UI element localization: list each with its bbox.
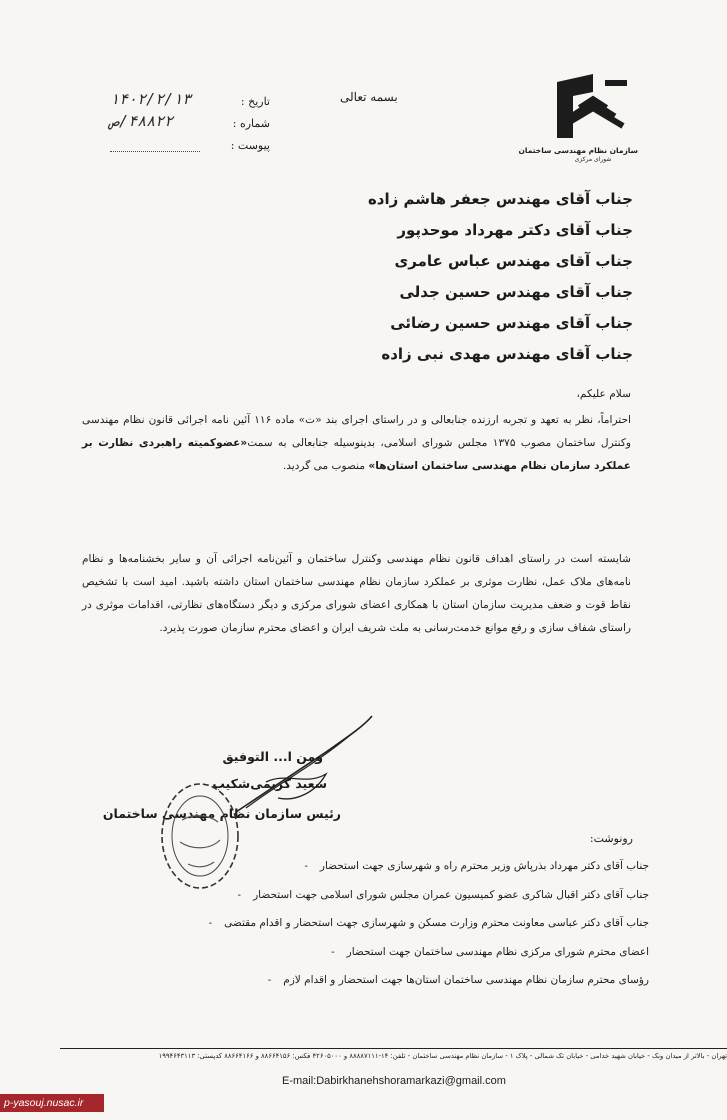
copy-recipient: جناب آقای دکتر عباسی معاونت محترم وزارت مسکن و شهرسازی جهت استحضار و اقدام مقتضی - xyxy=(89,909,649,938)
date-label: تاریخ : xyxy=(240,95,270,108)
copy-recipient: جناب آقای دکتر مهرداد بذرپاش وزیر محترم راه و شهرسازی جهت استحضار - xyxy=(89,852,649,881)
org-logo-icon xyxy=(553,72,633,144)
closing-phrase: ومن ا... التوفیق xyxy=(222,749,323,764)
addressee-list xyxy=(173,184,633,370)
number-value: ۴۸۸۲۲/ص xyxy=(110,112,174,130)
addressee: جناب آقای مهندس جعفر هاشم زاده xyxy=(367,190,633,208)
basmala: بسمه تعالی xyxy=(340,90,398,104)
footer-divider xyxy=(60,1048,727,1049)
footer-address: تهران - بالاتر از میدان ونک - خیابان شهید خدامی - خیابان تک شمالی - پلاک ۱ - سازمان نظام مهندسی ساختمان - تلفن: ۱۴-۸۸۸۸۷۱۱۱ و ۴۲۶۰۵۰۰۰ فکس: ۸۸۶۶۴۱۵۶ و ۸۸۶۶۴۱۶۶ کدپستی: ۱۹۹۴۶۴۳۱۱۳ xyxy=(158,1052,727,1060)
addressee: جناب آقای مهندس عباس عامری xyxy=(394,252,633,270)
addressee: جناب آقای مهندس مهدی نبی زاده xyxy=(381,345,633,363)
copy-recipient: اعضای محترم شورای مرکزی نظام مهندسی ساختمان جهت استحضار - xyxy=(89,938,649,967)
attachment-label: پیوست : xyxy=(230,139,270,152)
copy-recipient: رؤسای محترم سازمان نظام مهندسی ساختمان استان‌ها جهت استحضار و اقدام لازم - xyxy=(89,966,649,995)
site-watermark: p-yasouj.nusac.ir xyxy=(0,1094,104,1112)
signer-name: سعید کریمی‌شکیب xyxy=(212,776,327,791)
org-name: سازمان نظام مهندسی ساختمان xyxy=(518,146,638,155)
addressee: جناب آقای مهندس حسین جدلی xyxy=(399,283,633,301)
number-label: شماره : xyxy=(232,117,270,130)
org-subtitle: شورای مرکزی xyxy=(574,156,612,163)
addressee: جناب آقای مهندس حسین رضائی xyxy=(390,314,633,332)
attachment-blank xyxy=(110,141,200,152)
paragraph-1-end: منصوب می گردید. xyxy=(282,460,369,472)
copies-title: رونوشت: xyxy=(589,832,633,845)
addressee: جناب آقای دکتر مهرداد موحدپور xyxy=(397,221,633,239)
letter-meta xyxy=(110,86,270,152)
date-value: ۱۴۰۲/۲/۱۳ xyxy=(110,90,192,108)
signer-title: رئیس سازمان نظام مهندسی ساختمان xyxy=(102,806,341,821)
appointment-title: «عضوکمیته راهبردی نظارت بر عملکرد سازمان نظام مهندسی ساختمان استان‌ها» xyxy=(82,437,631,472)
paragraph-2: شایسته است در راستای اهداف قانون نظام مهندسی وکنترل ساختمان و آئین‌نامه اجرائی آن و سایر بخشنامه‌ها و نظام نامه‌های ملاک عمل، نظارت موثری بر عملکرد سازمان نظام مهندسی ساختمان استان داشته باشید. امید است با تشخیص نقاط قوت و ضعف مدیریت سازمان استان با همکاری اعضای شورای مرکزی و دیگر دستگاه‌های نظارتی، اقدامات موثری در راستای شفاف سازی و رفع موانع خدمت‌رسانی به ملت شریف ایران و اعضای محترم سازمان صورت پذیرد. xyxy=(82,553,631,634)
footer-email: E-mail:Dabirkhanehshoramarkazi@gmail.com xyxy=(282,1075,506,1087)
copies-list xyxy=(89,852,649,995)
copy-recipient: جناب آقای دکتر اقبال شاکری عضو کمیسیون عمران مجلس شورای اسلامی جهت استحضار - xyxy=(89,881,649,910)
paragraph-1-text: احتراماً، نظر به تعهد و تجربه ارزنده جنابعالی و در راستای اجرای بند «ت» ماده ۱۱۶ آئین نامه اجرائی قانون نظام مهندسی وکنترل ساختمان مصوب ۱۳۷۵ مجلس شورای اسلامی، بدینوسیله جنابعالی به سمت xyxy=(82,414,631,449)
org-logo xyxy=(518,72,638,182)
greeting: سلام علیکم، xyxy=(576,388,631,400)
paragraph-1 xyxy=(82,409,631,478)
